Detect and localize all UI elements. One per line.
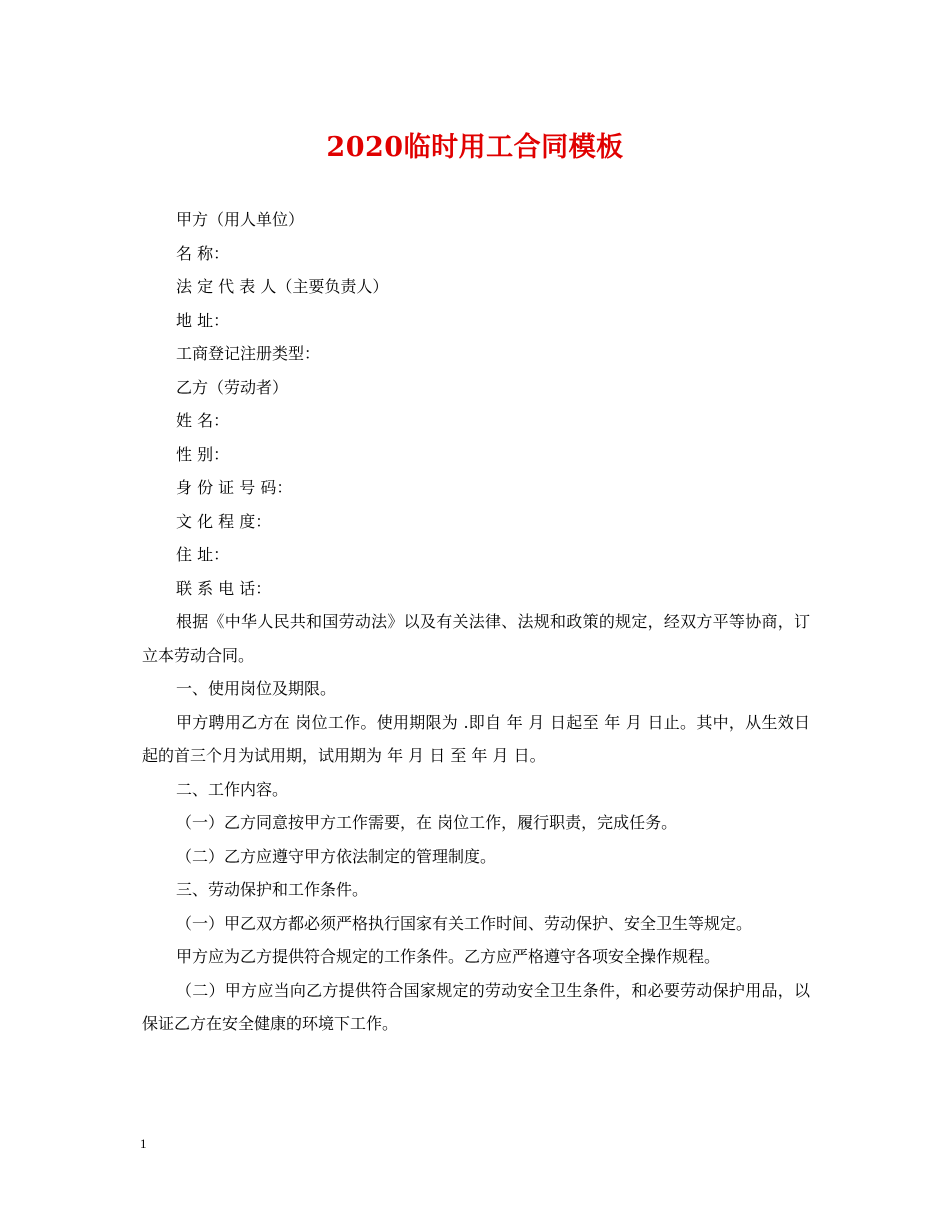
paragraph: 甲方聘用乙方在 岗位工作。使用期限为 .即自 年 月 日起至 年 月 日止。其中，从生效日起的首三个月为试用期，试用期为 年 月 日 至 年 月 日。 (142, 712, 810, 765)
page-number: 1 (140, 1136, 147, 1151)
paragraph: 根据《中华人民共和国劳动法》以及有关法律、法规和政策的规定，经双方平等协商，订立本劳动合同。 (142, 612, 810, 665)
paragraph: 身 份 证 号 码： (176, 478, 293, 497)
paragraph: （二）乙方应遵守甲方依法制定的管理制度。 (176, 846, 497, 866)
document-body (142, 203, 810, 1041)
document-title: 2020临时用工合同模板 (326, 132, 624, 163)
paragraph: 住 址： (176, 545, 230, 564)
paragraph: 乙方（劳动者） (176, 377, 289, 397)
paragraph: 三、劳动保护和工作条件。 (176, 880, 369, 899)
paragraph: （一）乙方同意按甲方工作需要，在 岗位工作，履行职责，完成任务。 (176, 813, 678, 832)
paragraph: 地 址： (176, 310, 230, 330)
paragraph: 文 化 程 度： (176, 511, 272, 531)
paragraph: （二）甲方应当向乙方提供符合国家规定的劳动安全卫生条件，和必要劳动保护用品，以保证乙方在安全健康的环境下工作。 (142, 980, 810, 1033)
paragraph: 二、工作内容。 (176, 779, 289, 799)
paragraph: 甲方应为乙方提供符合规定的工作条件。乙方应严格遵守各项安全操作规程。 (176, 947, 721, 966)
paragraph: 工商登记注册类型： (176, 344, 321, 363)
paragraph: 甲方（用人单位） (176, 210, 305, 229)
paragraph: 性 别： (176, 444, 230, 464)
paragraph: 联 系 电 话： (176, 578, 272, 598)
paragraph: 姓 名： (176, 411, 230, 430)
paragraph: （一）甲乙双方都必须严格执行国家有关工作时间、劳动保护、安全卫生等规定。 (176, 913, 753, 933)
paragraph: 名 称： (176, 243, 230, 263)
paragraph: 一、使用岗位及期限。 (176, 679, 337, 698)
paragraph: 法 定 代 表 人（主要负责人） (176, 277, 389, 296)
